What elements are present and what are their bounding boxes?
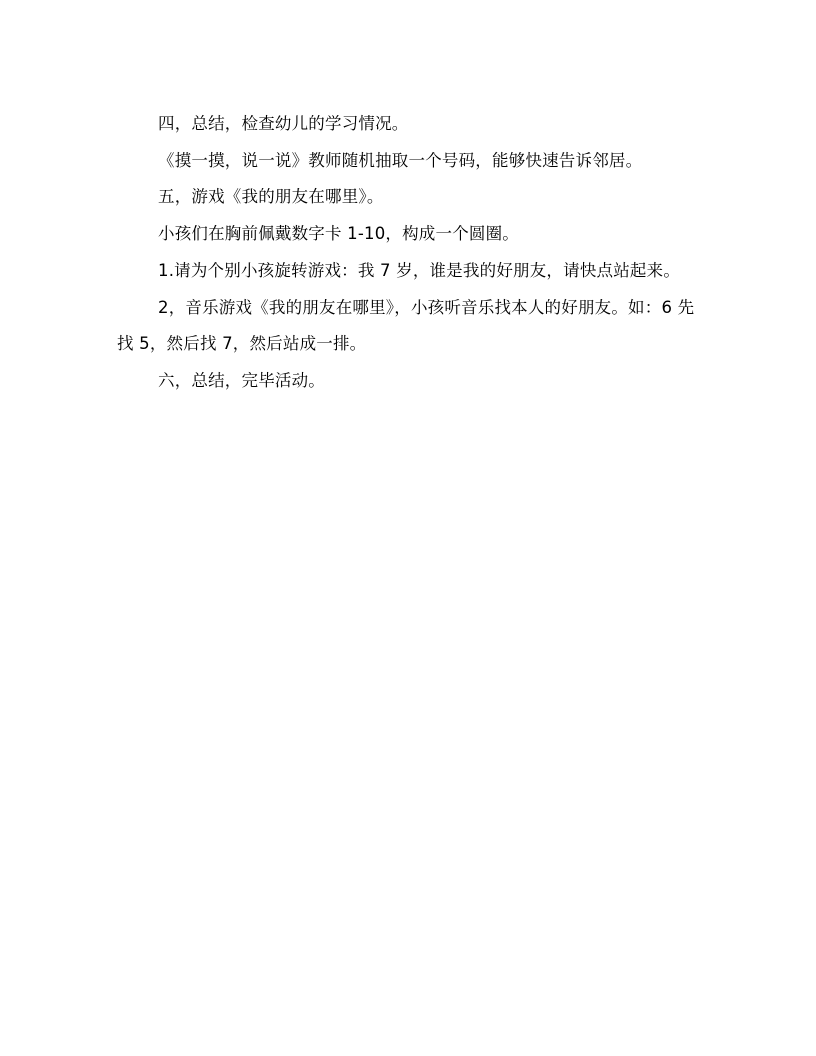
paragraph-game-title: 五，游戏《我的朋友在哪里》。 (158, 187, 384, 207)
paragraph-step-two: 2，音乐游戏《我的朋友在哪里》，小孩听音乐找本人的好朋友。如：6 先找 5，然后找 7，然后站成一排。 (117, 297, 695, 354)
paragraph-summary-check: 四，总结，检查幼儿的学习情况。 (158, 114, 409, 133)
paragraph-number-cards: 小孩们在胸前佩戴数字卡 1-10，构成一个圆圈。 (158, 224, 519, 244)
paragraph-touch-and-say: 《摸一摸，说一说》教师随机抽取一个号码，能够快速告诉邻居。 (158, 150, 643, 170)
paragraph-conclusion: 六，总结，完毕活动。 (158, 370, 325, 390)
document-body (117, 106, 702, 400)
paragraph-step-one: 1.请为个别小孩旋转游戏：我 7 岁，谁是我的好朋友，请快点站起来。 (158, 260, 681, 280)
